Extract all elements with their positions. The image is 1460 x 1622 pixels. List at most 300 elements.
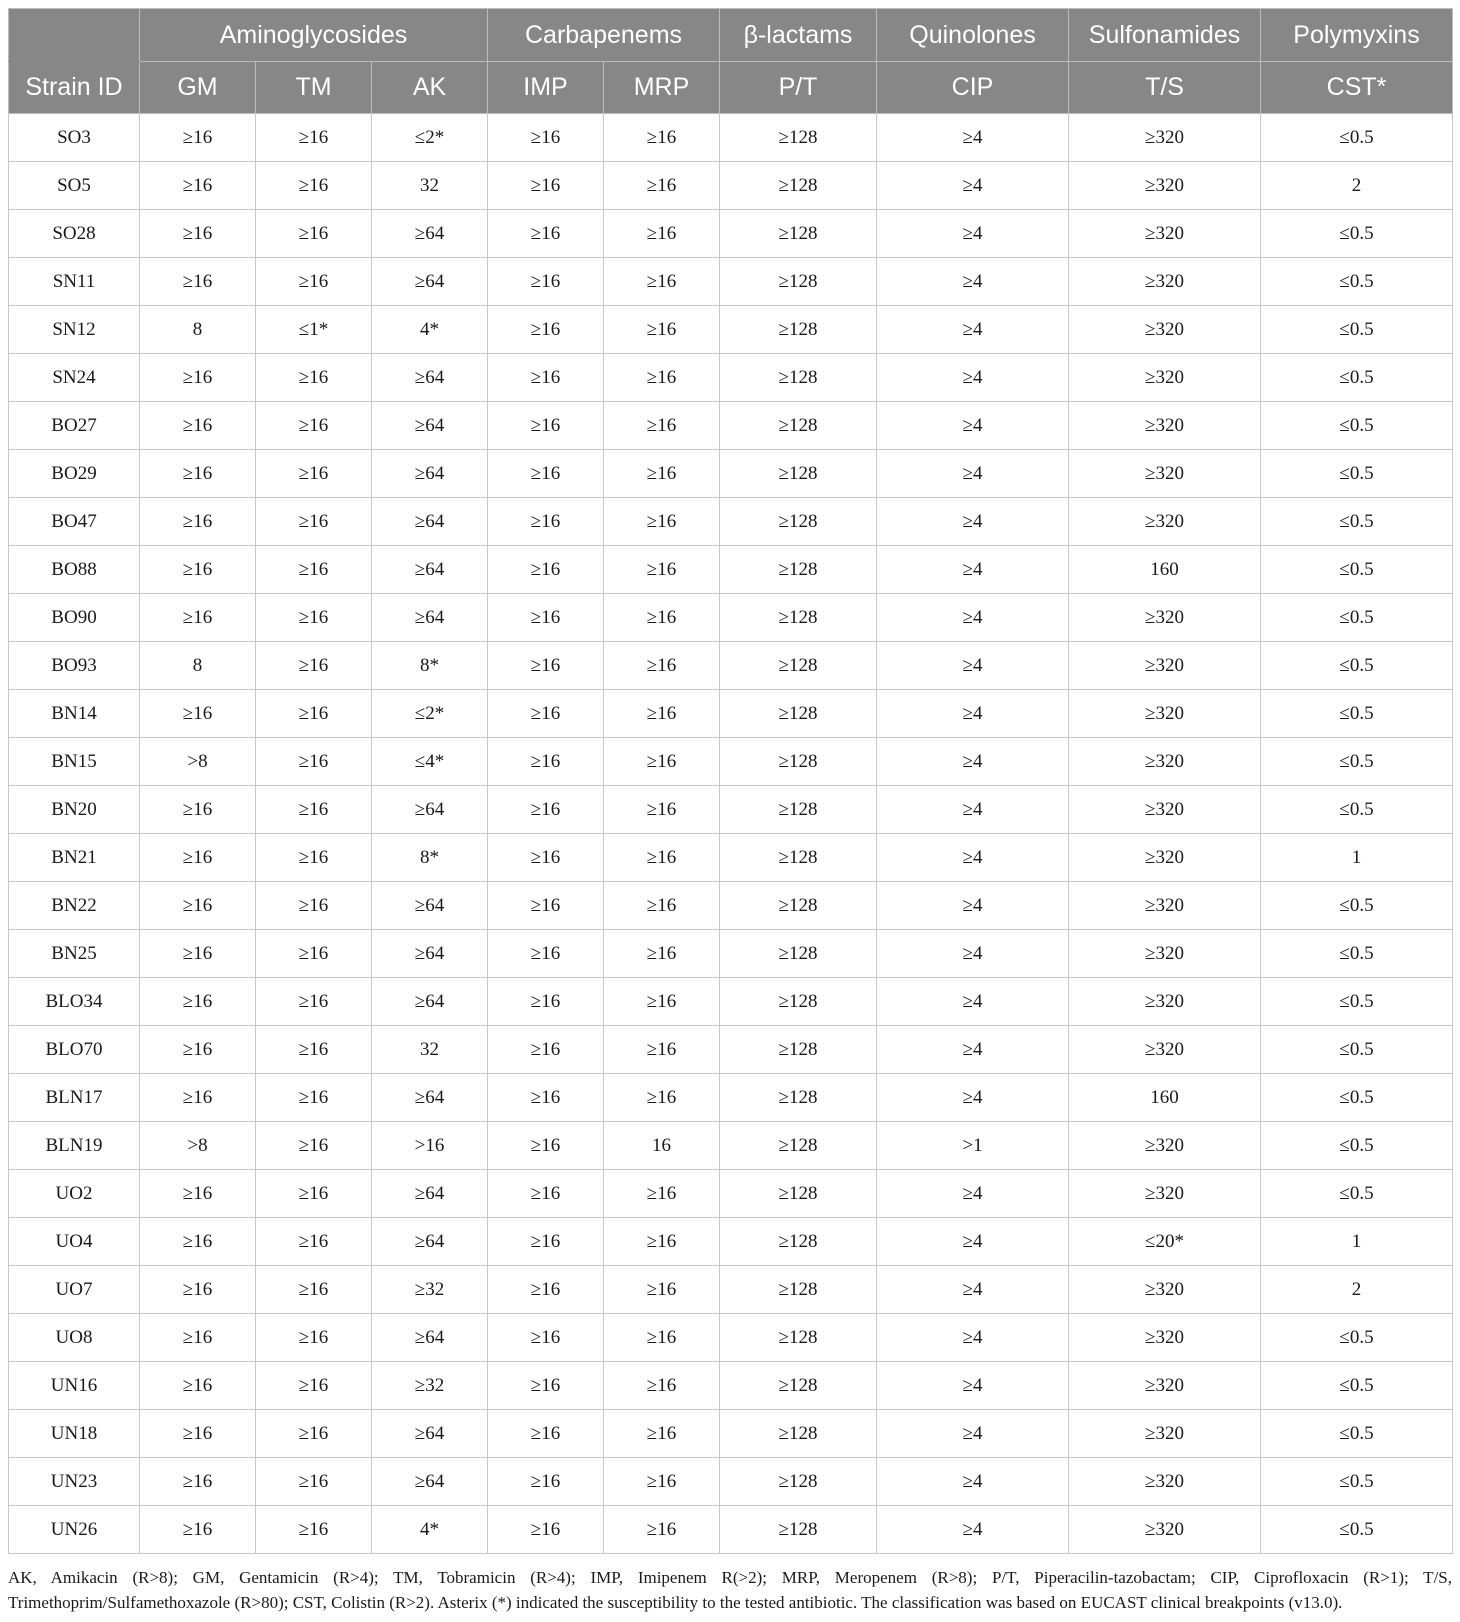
cell-cst: ≤0.5 [1261, 978, 1453, 1026]
cell-gm: ≥16 [140, 354, 256, 402]
table-row [9, 450, 1453, 498]
cell-ak: ≥64 [372, 498, 488, 546]
cell-cst: 2 [1261, 1266, 1453, 1314]
cell-mrp: ≥16 [604, 498, 720, 546]
cell-ak: ≥64 [372, 1218, 488, 1266]
cell-gm: ≥16 [140, 978, 256, 1026]
cell-tm: ≥16 [256, 690, 372, 738]
table-row [9, 498, 1453, 546]
cell-ts: ≥320 [1069, 162, 1261, 210]
cell-cst: ≤0.5 [1261, 450, 1453, 498]
cell-cip: ≥4 [877, 1506, 1069, 1554]
cell-pt: ≥128 [720, 402, 877, 450]
cell-imp: ≥16 [488, 162, 604, 210]
table-row [9, 642, 1453, 690]
cell-mrp: ≥16 [604, 114, 720, 162]
cell-gm: ≥16 [140, 1170, 256, 1218]
cell-pt: ≥128 [720, 210, 877, 258]
cell-strain-id: BN21 [9, 834, 140, 882]
cell-pt: ≥128 [720, 1458, 877, 1506]
cell-imp: ≥16 [488, 1026, 604, 1074]
cell-pt: ≥128 [720, 834, 877, 882]
column-header-strain-id: Strain ID [9, 62, 140, 114]
column-header-ts: T/S [1069, 62, 1261, 114]
cell-ak: 4* [372, 306, 488, 354]
table-row [9, 1170, 1453, 1218]
table-row [9, 978, 1453, 1026]
cell-ts: 160 [1069, 1074, 1261, 1122]
table-row [9, 1362, 1453, 1410]
cell-imp: ≥16 [488, 498, 604, 546]
cell-mrp: ≥16 [604, 930, 720, 978]
cell-imp: ≥16 [488, 114, 604, 162]
cell-pt: ≥128 [720, 930, 877, 978]
cell-imp: ≥16 [488, 1410, 604, 1458]
cell-mrp: ≥16 [604, 1458, 720, 1506]
cell-pt: ≥128 [720, 498, 877, 546]
cell-cip: ≥4 [877, 786, 1069, 834]
cell-mrp: ≥16 [604, 306, 720, 354]
cell-cst: ≤0.5 [1261, 1506, 1453, 1554]
cell-cst: ≤0.5 [1261, 1122, 1453, 1170]
column-header-row [9, 62, 1453, 114]
cell-mrp: ≥16 [604, 786, 720, 834]
cell-ak: ≥64 [372, 786, 488, 834]
cell-pt: ≥128 [720, 1266, 877, 1314]
cell-strain-id: UO2 [9, 1170, 140, 1218]
cell-cst: ≤0.5 [1261, 258, 1453, 306]
cell-cip: ≥4 [877, 258, 1069, 306]
cell-imp: ≥16 [488, 1362, 604, 1410]
cell-ak: ≥64 [372, 1314, 488, 1362]
cell-gm: ≥16 [140, 882, 256, 930]
cell-cip: ≥4 [877, 114, 1069, 162]
cell-ak: ≥64 [372, 258, 488, 306]
cell-imp: ≥16 [488, 690, 604, 738]
table-row [9, 1314, 1453, 1362]
cell-pt: ≥128 [720, 114, 877, 162]
cell-imp: ≥16 [488, 354, 604, 402]
cell-strain-id: SN12 [9, 306, 140, 354]
cell-ts: ≥320 [1069, 1506, 1261, 1554]
cell-cst: ≤0.5 [1261, 786, 1453, 834]
cell-ak: ≥64 [372, 882, 488, 930]
cell-cst: ≤0.5 [1261, 1026, 1453, 1074]
cell-imp: ≥16 [488, 1170, 604, 1218]
cell-imp: ≥16 [488, 1458, 604, 1506]
cell-imp: ≥16 [488, 978, 604, 1026]
cell-imp: ≥16 [488, 882, 604, 930]
table-row [9, 1074, 1453, 1122]
cell-gm: ≥16 [140, 210, 256, 258]
cell-tm: ≥16 [256, 738, 372, 786]
cell-cst: ≤0.5 [1261, 882, 1453, 930]
column-header-pt: P/T [720, 62, 877, 114]
cell-ts: ≥320 [1069, 642, 1261, 690]
table-header [9, 9, 1453, 114]
cell-ts: ≥320 [1069, 1362, 1261, 1410]
cell-ts: ≥320 [1069, 882, 1261, 930]
cell-gm: ≥16 [140, 1026, 256, 1074]
cell-mrp: ≥16 [604, 162, 720, 210]
cell-cip: ≥4 [877, 402, 1069, 450]
group-header-polymyxins: Polymyxins [1261, 9, 1453, 62]
cell-gm: ≥16 [140, 1458, 256, 1506]
cell-cip: ≥4 [877, 1266, 1069, 1314]
cell-pt: ≥128 [720, 594, 877, 642]
cell-ak: 8* [372, 834, 488, 882]
cell-cip: ≥4 [877, 1314, 1069, 1362]
cell-gm: ≥16 [140, 786, 256, 834]
cell-tm: ≥16 [256, 1026, 372, 1074]
cell-tm: ≥16 [256, 1410, 372, 1458]
cell-ts: ≥320 [1069, 1314, 1261, 1362]
cell-mrp: ≥16 [604, 354, 720, 402]
table-footnote: AK, Amikacin (R>8); GM, Gentamicin (R>4); TM, Tobramicin (R>4); IMP, Imipenem R(>2); MRP, Meropenem (R>8); P/T, Piperacilin-tazobactam; CIP, Ciprofloxacin (R>1); T/S, Trimethoprim/Sulfamethoxazole (R>80); CST, Colistin (R>2). Asterix (*) indicated the susceptibility to the tested antibiotic. The classification was based on EUCAST clinical breakpoints (v13.0). [8, 1568, 1452, 1612]
cell-strain-id: BLN17 [9, 1074, 140, 1122]
cell-cip: >1 [877, 1122, 1069, 1170]
cell-imp: ≥16 [488, 930, 604, 978]
cell-strain-id: BN15 [9, 738, 140, 786]
cell-mrp: ≥16 [604, 1074, 720, 1122]
cell-tm: ≥16 [256, 450, 372, 498]
group-header-empty [9, 9, 140, 62]
cell-imp: ≥16 [488, 258, 604, 306]
cell-ts: ≥320 [1069, 978, 1261, 1026]
cell-ak: ≤2* [372, 114, 488, 162]
cell-mrp: 16 [604, 1122, 720, 1170]
cell-ts: ≥320 [1069, 594, 1261, 642]
table-row [9, 1218, 1453, 1266]
cell-tm: ≥16 [256, 114, 372, 162]
cell-tm: ≥16 [256, 930, 372, 978]
group-header-sulfonamides: Sulfonamides [1069, 9, 1261, 62]
cell-ak: ≥64 [372, 1074, 488, 1122]
cell-ak: 32 [372, 1026, 488, 1074]
cell-cip: ≥4 [877, 594, 1069, 642]
cell-ak: ≥64 [372, 978, 488, 1026]
cell-ts: ≥320 [1069, 306, 1261, 354]
cell-strain-id: SO3 [9, 114, 140, 162]
cell-ak: 32 [372, 162, 488, 210]
cell-cip: ≥4 [877, 498, 1069, 546]
cell-imp: ≥16 [488, 1506, 604, 1554]
cell-pt: ≥128 [720, 1218, 877, 1266]
cell-cst: 1 [1261, 1218, 1453, 1266]
table-row [9, 1122, 1453, 1170]
cell-gm: ≥16 [140, 450, 256, 498]
cell-tm: ≥16 [256, 354, 372, 402]
cell-cip: ≥4 [877, 546, 1069, 594]
table-row [9, 834, 1453, 882]
cell-cip: ≥4 [877, 162, 1069, 210]
table-body [9, 114, 1453, 1554]
cell-ak: ≥64 [372, 1458, 488, 1506]
cell-mrp: ≥16 [604, 1266, 720, 1314]
cell-gm: ≥16 [140, 1362, 256, 1410]
cell-tm: ≥16 [256, 1458, 372, 1506]
cell-ts: ≥320 [1069, 1266, 1261, 1314]
cell-strain-id: BN25 [9, 930, 140, 978]
table-row [9, 1410, 1453, 1458]
cell-strain-id: BO29 [9, 450, 140, 498]
cell-pt: ≥128 [720, 306, 877, 354]
cell-gm: ≥16 [140, 1506, 256, 1554]
table-row [9, 786, 1453, 834]
cell-pt: ≥128 [720, 1074, 877, 1122]
cell-ts: ≥320 [1069, 210, 1261, 258]
susceptibility-table-container [8, 8, 1452, 1554]
group-header-quinolones: Quinolones [877, 9, 1069, 62]
cell-gm: ≥16 [140, 834, 256, 882]
cell-ak: 4* [372, 1506, 488, 1554]
cell-cst: ≤0.5 [1261, 738, 1453, 786]
cell-strain-id: BO90 [9, 594, 140, 642]
cell-strain-id: BO27 [9, 402, 140, 450]
cell-imp: ≥16 [488, 1218, 604, 1266]
cell-tm: ≥16 [256, 786, 372, 834]
table-row [9, 690, 1453, 738]
cell-imp: ≥16 [488, 402, 604, 450]
cell-mrp: ≥16 [604, 1506, 720, 1554]
cell-cip: ≥4 [877, 450, 1069, 498]
cell-strain-id: BLO34 [9, 978, 140, 1026]
cell-imp: ≥16 [488, 210, 604, 258]
table-row [9, 210, 1453, 258]
cell-cip: ≥4 [877, 1026, 1069, 1074]
cell-cip: ≥4 [877, 1074, 1069, 1122]
table-row [9, 114, 1453, 162]
cell-mrp: ≥16 [604, 738, 720, 786]
cell-cst: ≤0.5 [1261, 1410, 1453, 1458]
cell-tm: ≥16 [256, 1266, 372, 1314]
cell-tm: ≥16 [256, 642, 372, 690]
cell-pt: ≥128 [720, 738, 877, 786]
cell-cip: ≥4 [877, 834, 1069, 882]
cell-mrp: ≥16 [604, 834, 720, 882]
cell-imp: ≥16 [488, 546, 604, 594]
cell-cst: ≤0.5 [1261, 114, 1453, 162]
column-header-imp: IMP [488, 62, 604, 114]
cell-imp: ≥16 [488, 1122, 604, 1170]
column-header-mrp: MRP [604, 62, 720, 114]
cell-mrp: ≥16 [604, 402, 720, 450]
cell-cst: ≤0.5 [1261, 642, 1453, 690]
cell-pt: ≥128 [720, 1170, 877, 1218]
cell-strain-id: UN18 [9, 1410, 140, 1458]
cell-cip: ≥4 [877, 1218, 1069, 1266]
cell-cst: 1 [1261, 834, 1453, 882]
cell-gm: ≥16 [140, 402, 256, 450]
cell-gm: >8 [140, 738, 256, 786]
cell-tm: ≥16 [256, 1074, 372, 1122]
table-row [9, 258, 1453, 306]
cell-cip: ≥4 [877, 306, 1069, 354]
cell-strain-id: UN23 [9, 1458, 140, 1506]
cell-strain-id: SO28 [9, 210, 140, 258]
cell-imp: ≥16 [488, 642, 604, 690]
cell-tm: ≥16 [256, 1362, 372, 1410]
cell-mrp: ≥16 [604, 1218, 720, 1266]
cell-ts: ≤20* [1069, 1218, 1261, 1266]
cell-tm: ≥16 [256, 210, 372, 258]
antibiotic-class-header-row [9, 9, 1453, 62]
cell-cst: ≤0.5 [1261, 930, 1453, 978]
table-row [9, 354, 1453, 402]
group-header-beta-lactams: β-lactams [720, 9, 877, 62]
cell-cip: ≥4 [877, 642, 1069, 690]
cell-gm: 8 [140, 306, 256, 354]
cell-gm: ≥16 [140, 498, 256, 546]
susceptibility-table [8, 8, 1453, 1554]
cell-tm: ≥16 [256, 258, 372, 306]
cell-pt: ≥128 [720, 1314, 877, 1362]
cell-mrp: ≥16 [604, 978, 720, 1026]
cell-ak: ≥64 [372, 354, 488, 402]
cell-gm: ≥16 [140, 690, 256, 738]
cell-strain-id: UO7 [9, 1266, 140, 1314]
cell-mrp: ≥16 [604, 450, 720, 498]
cell-mrp: ≥16 [604, 1026, 720, 1074]
cell-tm: ≤1* [256, 306, 372, 354]
cell-gm: ≥16 [140, 114, 256, 162]
cell-cst: ≤0.5 [1261, 1170, 1453, 1218]
cell-pt: ≥128 [720, 1506, 877, 1554]
group-header-aminoglycosides: Aminoglycosides [140, 9, 488, 62]
cell-gm: ≥16 [140, 1314, 256, 1362]
cell-strain-id: BN14 [9, 690, 140, 738]
cell-tm: ≥16 [256, 162, 372, 210]
cell-strain-id: SN24 [9, 354, 140, 402]
cell-strain-id: UN26 [9, 1506, 140, 1554]
cell-mrp: ≥16 [604, 1362, 720, 1410]
cell-ts: ≥320 [1069, 402, 1261, 450]
cell-cst: ≤0.5 [1261, 306, 1453, 354]
table-row [9, 1026, 1453, 1074]
cell-gm: ≥16 [140, 162, 256, 210]
table-row [9, 402, 1453, 450]
cell-ts: ≥320 [1069, 354, 1261, 402]
cell-gm: ≥16 [140, 594, 256, 642]
cell-imp: ≥16 [488, 738, 604, 786]
cell-ts: ≥320 [1069, 786, 1261, 834]
table-row [9, 306, 1453, 354]
cell-gm: ≥16 [140, 930, 256, 978]
cell-cip: ≥4 [877, 1410, 1069, 1458]
cell-ak: ≥64 [372, 450, 488, 498]
cell-mrp: ≥16 [604, 1410, 720, 1458]
cell-cip: ≥4 [877, 882, 1069, 930]
cell-tm: ≥16 [256, 1122, 372, 1170]
cell-ts: ≥320 [1069, 1410, 1261, 1458]
cell-ak: ≥64 [372, 930, 488, 978]
cell-ak: 8* [372, 642, 488, 690]
cell-ak: ≥64 [372, 210, 488, 258]
cell-ts: ≥320 [1069, 258, 1261, 306]
cell-ts: ≥320 [1069, 738, 1261, 786]
cell-ak: ≥64 [372, 1410, 488, 1458]
cell-pt: ≥128 [720, 1122, 877, 1170]
cell-strain-id: BLO70 [9, 1026, 140, 1074]
cell-pt: ≥128 [720, 162, 877, 210]
column-header-cst: CST* [1261, 62, 1453, 114]
cell-tm: ≥16 [256, 978, 372, 1026]
cell-cst: ≤0.5 [1261, 690, 1453, 738]
cell-strain-id: UO8 [9, 1314, 140, 1362]
cell-imp: ≥16 [488, 786, 604, 834]
cell-mrp: ≥16 [604, 690, 720, 738]
cell-ak: ≥64 [372, 546, 488, 594]
cell-cip: ≥4 [877, 1458, 1069, 1506]
table-row [9, 882, 1453, 930]
cell-ak: ≤4* [372, 738, 488, 786]
cell-strain-id: BO88 [9, 546, 140, 594]
table-row [9, 1458, 1453, 1506]
cell-ak: ≥64 [372, 594, 488, 642]
cell-cip: ≥4 [877, 354, 1069, 402]
cell-pt: ≥128 [720, 1026, 877, 1074]
cell-strain-id: UO4 [9, 1218, 140, 1266]
cell-pt: ≥128 [720, 786, 877, 834]
cell-gm: ≥16 [140, 1074, 256, 1122]
cell-pt: ≥128 [720, 450, 877, 498]
cell-gm: ≥16 [140, 1266, 256, 1314]
cell-imp: ≥16 [488, 306, 604, 354]
table-row [9, 930, 1453, 978]
cell-ak: ≥32 [372, 1362, 488, 1410]
cell-pt: ≥128 [720, 1410, 877, 1458]
table-row [9, 1266, 1453, 1314]
cell-cip: ≥4 [877, 210, 1069, 258]
table-row [9, 1506, 1453, 1554]
cell-mrp: ≥16 [604, 258, 720, 306]
cell-mrp: ≥16 [604, 1314, 720, 1362]
cell-gm: ≥16 [140, 1410, 256, 1458]
table-row [9, 738, 1453, 786]
cell-strain-id: SN11 [9, 258, 140, 306]
cell-tm: ≥16 [256, 1506, 372, 1554]
cell-pt: ≥128 [720, 354, 877, 402]
cell-pt: ≥128 [720, 258, 877, 306]
cell-cip: ≥4 [877, 1362, 1069, 1410]
cell-ak: >16 [372, 1122, 488, 1170]
cell-cst: ≤0.5 [1261, 498, 1453, 546]
cell-ts: ≥320 [1069, 690, 1261, 738]
cell-imp: ≥16 [488, 594, 604, 642]
cell-cst: ≤0.5 [1261, 1458, 1453, 1506]
cell-mrp: ≥16 [604, 882, 720, 930]
column-header-gm: GM [140, 62, 256, 114]
cell-cst: ≤0.5 [1261, 546, 1453, 594]
cell-ts: ≥320 [1069, 1026, 1261, 1074]
cell-ak: ≥64 [372, 1170, 488, 1218]
cell-cip: ≥4 [877, 978, 1069, 1026]
cell-cst: ≤0.5 [1261, 1362, 1453, 1410]
cell-strain-id: UN16 [9, 1362, 140, 1410]
cell-cst: ≤0.5 [1261, 210, 1453, 258]
cell-cst: ≤0.5 [1261, 402, 1453, 450]
cell-cip: ≥4 [877, 690, 1069, 738]
cell-ts: ≥320 [1069, 1122, 1261, 1170]
table-row [9, 594, 1453, 642]
cell-cst: ≤0.5 [1261, 354, 1453, 402]
cell-pt: ≥128 [720, 546, 877, 594]
cell-tm: ≥16 [256, 834, 372, 882]
cell-imp: ≥16 [488, 834, 604, 882]
cell-gm: >8 [140, 1122, 256, 1170]
cell-gm: 8 [140, 642, 256, 690]
cell-pt: ≥128 [720, 690, 877, 738]
